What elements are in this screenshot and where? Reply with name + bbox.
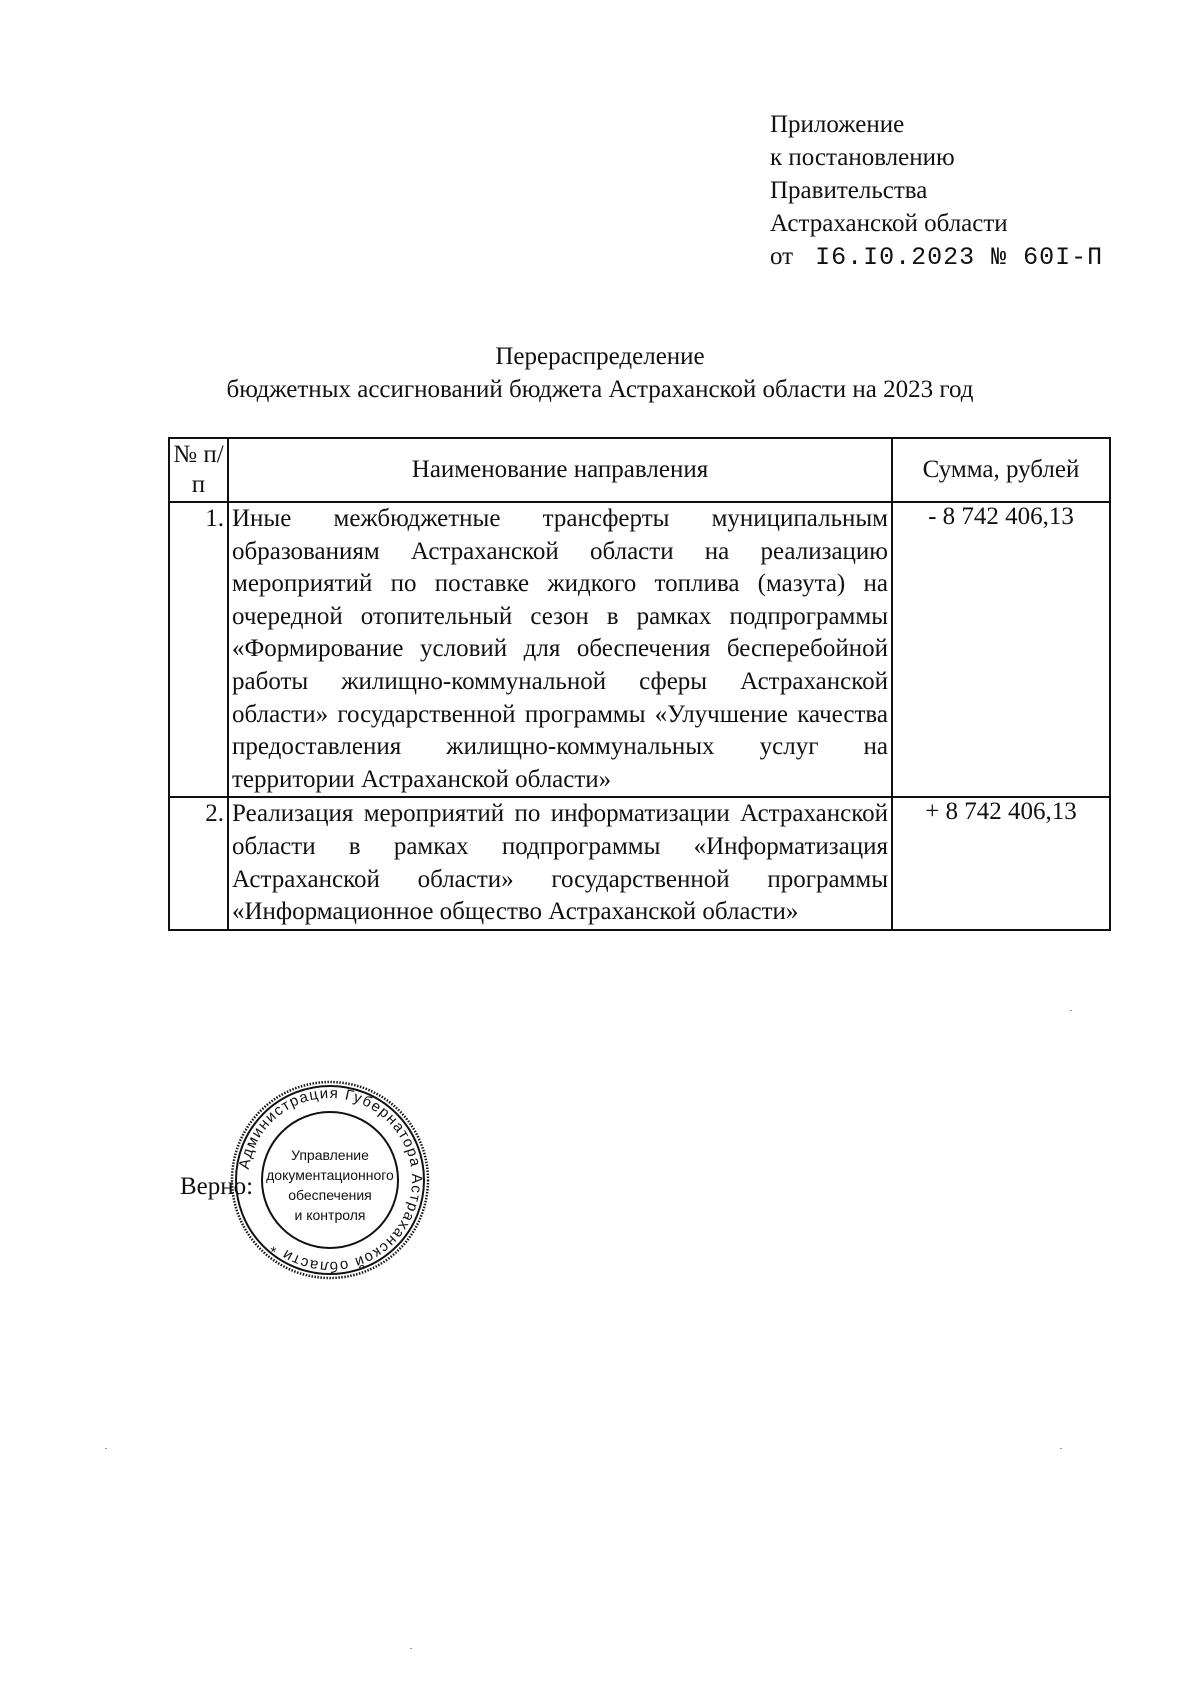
appendix-line-3: Правительства xyxy=(770,177,928,204)
date-prefix: от xyxy=(770,243,794,270)
row-sum: - 8 742 406,13 xyxy=(892,502,1110,797)
row-sum: + 8 742 406,13 xyxy=(892,797,1110,929)
official-stamp xyxy=(230,1080,430,1280)
row-num: 1. xyxy=(169,502,228,797)
verno-label: Верно: xyxy=(180,1173,254,1200)
stamp-inner-line-3: обеспечения xyxy=(288,1187,372,1203)
appendix-line-4: Астраханской области xyxy=(770,210,1008,237)
scan-speck xyxy=(410,1648,412,1649)
scan-speck xyxy=(105,1448,107,1449)
decree-date-number: I6.I0.2023 № 60I-П xyxy=(815,243,1104,272)
document-title xyxy=(0,340,1200,406)
row-name: Реализация мероприятий по информатизации Астраханской области в рамках подпрограммы «Информатизация Астраханской области» государственной программы «Информационное общество Астраханской области» xyxy=(228,797,892,929)
row-name: Иные межбюджетные трансферты муниципальным образованиям Астраханской области на реализацию мероприятий по поставке жидкого топлива (мазута) на очередной отопительный сезон в рамках подпрограммы «Формирование условий для обеспечения бесперебойной работы жилищно-коммунальной сферы Астраханской области» государственной программы «Улучшение качества предоставления жилищно-коммунальных услуг на территории Астраханской области» xyxy=(228,502,892,797)
header-sum: Сумма, рублей xyxy=(892,438,1110,502)
appendix-line-2: к постановлению xyxy=(770,144,955,171)
scan-speck xyxy=(1070,1010,1072,1011)
table-row xyxy=(169,797,1110,929)
header-name: Наименование направления xyxy=(228,438,892,502)
stamp-inner-line-2: документационного xyxy=(266,1167,394,1183)
header-num: № п/п xyxy=(169,438,228,502)
appendix-line-1: Приложение xyxy=(770,111,905,138)
table-header-row xyxy=(169,438,1110,502)
title-line-2: бюджетных ассигнований бюджета Астраханской области на 2023 год xyxy=(226,376,974,403)
appendix-block xyxy=(770,108,1103,274)
stamp-outer-text: Администрация Губернатора Астраханской области * xyxy=(235,1084,426,1276)
table-row xyxy=(169,502,1110,797)
scan-speck xyxy=(1060,1448,1062,1449)
title-line-1: Перераспределение xyxy=(495,343,705,370)
stamp-inner-line-4: и контроля xyxy=(294,1207,366,1223)
row-num: 2. xyxy=(169,797,228,929)
stamp-inner-line-1: Управление xyxy=(291,1147,369,1163)
allocation-table xyxy=(168,437,1111,931)
appendix-date-line xyxy=(770,240,1103,274)
